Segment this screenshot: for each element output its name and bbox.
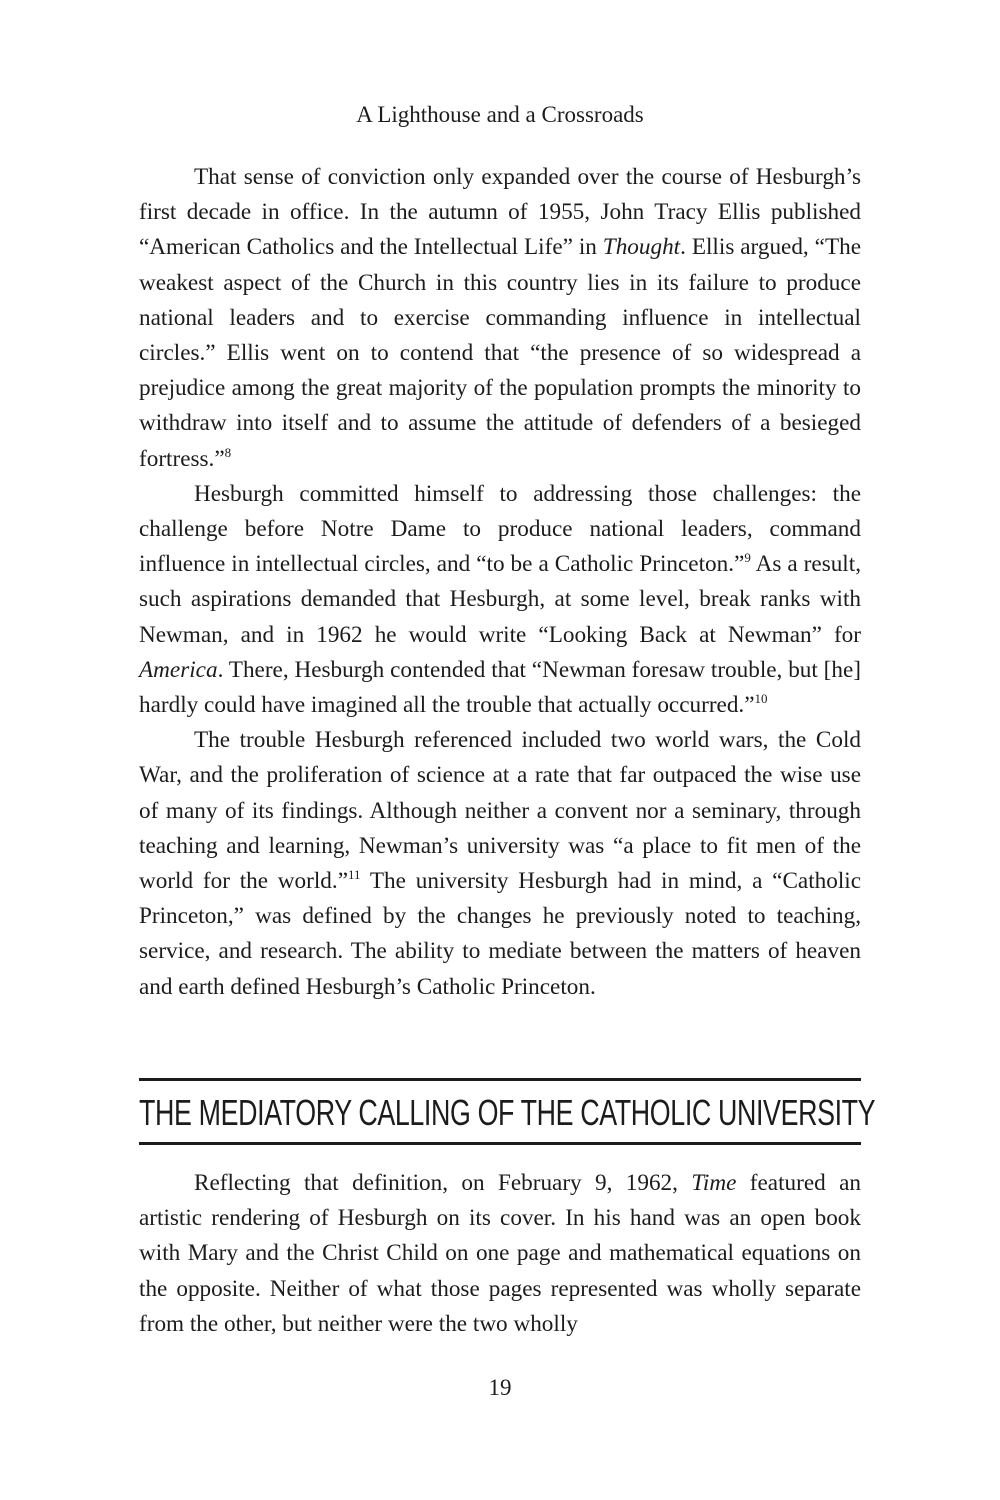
section-heading: THE MEDIATORY CALLING OF THE CATHOLIC UNIVERSITY (139, 1092, 876, 1133)
heading-rule-top (139, 1078, 861, 1081)
paragraph-4 (139, 1166, 861, 1342)
paragraph-2 (139, 477, 861, 723)
paragraph-4-text-a: Reflecting that definition, on February 9, 1962, (194, 1170, 692, 1196)
journal-title-america: America (139, 656, 218, 683)
paragraph-2-text-a: Hesburgh committed himself to addressing those challenges: the challenge before Notre Dame to produce national leaders, command influence in intellectual circles, and “to be a Catholic Princeton.” (139, 480, 861, 578)
paragraph-1-text-a: That sense of conviction only expanded over the course of Hesburgh’s first decade in office. In the autumn of 1955, John Tracy Ellis published “American Catholics and the Intellectual Life” in (139, 164, 861, 261)
paragraph-4-text-c: featured an artistic rendering of Hesburgh on its cover. In his hand was an open book with Mary and the Christ Child on one page and mathematical equations on the opposite. Neither of what those pages represented was wholly separate from the other, but neither were the two wholly (139, 1170, 861, 1337)
paragraph-3 (139, 723, 861, 1005)
footnote-ref-8: 8 (224, 444, 232, 460)
journal-title-thought: Thought (602, 234, 681, 261)
magazine-title-time: Time (691, 1170, 737, 1196)
page-number: 19 (488, 1375, 512, 1400)
paragraph-2-text-b: As a result, such aspirations demanded that Hesburgh, at some level, break ranks with Newman, and in 1962 he would write “Looking Back at Newman” for (139, 551, 861, 648)
paragraph-1-text-c: . Ellis argued, “The weakest aspect of the Church in this country lies in its failure to produce national leaders and to exercise commanding influence in intellectual circles.” Ellis went on to contend that “the presence of so widespread a prejudice among the great majority of the population prompts the minority to withdraw into itself and to assume the attitude of defenders of a besieged fortress.” (139, 234, 861, 472)
paragraph-1 (139, 160, 861, 477)
paragraph-2-text-d: . There, Hesburgh contended that “Newman foresaw trouble, but [he] hardly could have imagined all the trouble that actually occurred.” (139, 656, 861, 719)
running-head: A Lighthouse and a Crossroads (356, 102, 644, 127)
footnote-ref-10: 10 (754, 691, 768, 707)
paragraph-3-text-a: The trouble Hesburgh referenced included two world wars, the Cold War, and the proliferation of science at a rate that far outpaced the wise use of many of its findings. Although neither a convent nor a seminary, through teaching and learning, Newman’s university was “a place to fit men of the world for the world.” (139, 727, 861, 895)
footnote-ref-11: 11 (348, 867, 361, 883)
paragraph-3-text-b: The university Hesburgh had in mind, a “Catholic Princeton,” was defined by the changes he previously noted to teaching, service, and research. The ability to mediate between the matters of heaven and earth defined Hesburgh’s Catholic Princeton. (139, 868, 862, 1000)
body-text-after-heading (139, 1166, 861, 1342)
body-text-before-heading (139, 160, 861, 1005)
heading-rule-bottom (139, 1142, 861, 1145)
footnote-ref-9: 9 (744, 550, 751, 566)
book-page (139, 0, 876, 1500)
